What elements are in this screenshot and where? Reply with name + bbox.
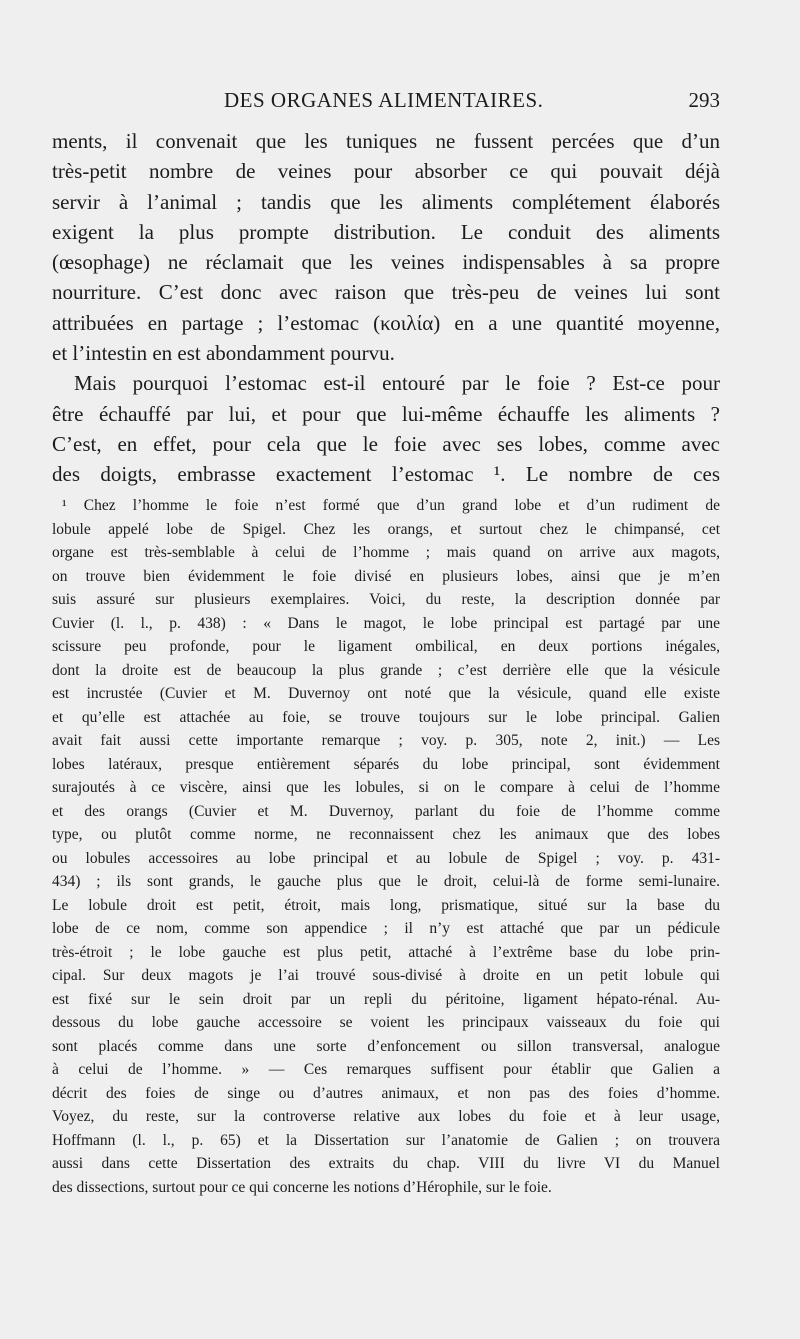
text-line: C’est, en effet, pour cela que le foie avec ses lobes, comme avec	[52, 431, 720, 456]
footnote-line: lobule appelé lobe de Spigel. Chez les orangs, et surtout chez le chimpansé, cet	[52, 520, 720, 538]
footnote-line: des dissections, surtout pour ce qui concerne les notions d’Hérophile, sur le foie.	[52, 1178, 552, 1196]
footnote-line: avait fait aussi cette importante remarque ; voy. p. 305, note 2, init.) — Les	[52, 732, 720, 749]
text-line: être échauffé par lui, et pour que lui-même échauffe les aliments ?	[52, 401, 720, 426]
footnote-line: Voyez, du reste, sur la controverse relative aux lobes du foie et à leur usage,	[52, 1108, 720, 1125]
footnote-line: cipal. Sur deux magots je l’ai trouvé sous-divisé à droite en un petit lobule qui	[52, 967, 720, 984]
footnote-line: dont la droite est de beaucoup la plus grande ; c’est derrière elle que la vésicule	[52, 661, 720, 679]
footnote-line: lobe de ce nom, comme son appendice ; il n’y est attaché que par un pédicule	[52, 920, 720, 937]
footnote-line: et qu’elle est attachée au foie, se trouve toujours sur le lobe principal. Galien	[52, 708, 720, 726]
running-title: DES ORGANES ALIMENTAIRES.	[224, 88, 544, 112]
footnote-line: est incrustée (Cuvier et M. Duvernoy ont noté que la vésicule, quand elle existe	[52, 685, 720, 702]
footnote-line: surajoutés à ce viscère, ainsi que les lobules, si on le compare à celui de l’homme	[52, 779, 720, 796]
footnote-line: scissure peu profonde, pour le ligament ombilical, en deux portions inégales,	[52, 638, 720, 655]
page-header	[52, 88, 720, 118]
footnote-line: dessous du lobe gauche accessoire se voient les principaux vaisseaux du foie qui	[52, 1014, 720, 1031]
text-line: Mais pourquoi l’estomac est-il entouré par le foie ? Est-ce pour	[74, 371, 720, 396]
footnote-line: est fixé sur le sein droit par un repli du péritoine, ligament hépato-rénal. Au-	[52, 990, 720, 1008]
page-number: 293	[688, 88, 720, 112]
text-line: attribuées en partage ; l’estomac (κοιλία) en a une quantité moyenne,	[52, 310, 720, 335]
footnote-line: sont placés comme dans une sorte d’enfoncement ou sillon transversal, analogue	[52, 1037, 720, 1055]
footnote-line: décrit des foies de singe ou d’autres animaux, et non pas des foies d’homme.	[52, 1084, 720, 1102]
footnote-line: très-étroit ; le lobe gauche est plus petit, attaché à l’extrême base du lobe prin-	[52, 943, 720, 961]
footnote-line: et des orangs (Cuvier et M. Duvernoy, parlant du foie de l’homme comme	[52, 802, 720, 820]
text-line: exigent la plus prompte distribution. Le conduit des aliments	[52, 219, 720, 244]
text-line: (œsophage) ne réclamait que les veines indispensables à sa propre	[52, 250, 720, 275]
footnote-line: ou lobules accessoires au lobe principal et au lobule de Spigel ; voy. p. 431-	[52, 849, 720, 867]
main-text	[52, 126, 720, 490]
text-line: très-petit nombre de veines pour absorber ce qui pouvait déjà	[52, 159, 720, 184]
footnote-line: 434) ; ils sont grands, le gauche plus que le droit, celui-là de forme semi-lunaire.	[52, 873, 720, 890]
footnote-line: lobes latéraux, presque entièrement séparés du lobe principal, sont évidemment	[52, 755, 720, 773]
footnote-line: à celui de l’homme. » — Ces remarques suffisent pour établir que Galien a	[52, 1061, 720, 1078]
footnote-line: type, ou plutôt comme norme, ne reconnaissent chez les animaux que des lobes	[52, 826, 720, 843]
footnote-line: suis assuré sur plusieurs exemplaires. Voici, du reste, la description donnée par	[52, 591, 720, 608]
footnote-line: organe est très-semblable à celui de l’homme ; mais quand on arrive aux magots,	[52, 544, 720, 561]
footnote	[52, 494, 720, 1199]
text-line: des doigts, embrasse exactement l’estomac ¹. Le nombre de ces	[52, 462, 720, 487]
footnote-line: Cuvier (l. l., p. 438) : « Dans le magot, le lobe principal est partagé par une	[52, 614, 720, 632]
footnote-line: ¹ Chez l’homme le foie n’est formé que d’un grand lobe et d’un rudiment de	[62, 497, 720, 514]
footnote-line: Hoffmann (l. l., p. 65) et la Dissertation sur l’anatomie de Galien ; on trouvera	[52, 1131, 720, 1149]
text-line: nourriture. C’est donc avec raison que très-peu de veines lui sont	[52, 280, 720, 305]
text-line: ments, il convenait que les tuniques ne fussent percées que d’un	[52, 129, 720, 153]
footnote-line: Le lobule droit est petit, étroit, mais long, prismatique, situé sur la base du	[52, 896, 720, 914]
text-line: et l’intestin en est abondamment pourvu.	[52, 341, 395, 366]
footnote-line: aussi dans cette Dissertation des extraits du chap. VIII du livre VI du Manuel	[52, 1155, 720, 1172]
text-line: servir à l’animal ; tandis que les aliments complétement élaborés	[52, 189, 720, 214]
footnote-line: on trouve bien évidemment le foie divisé en plusieurs lobes, ainsi que je m’en	[52, 567, 720, 585]
